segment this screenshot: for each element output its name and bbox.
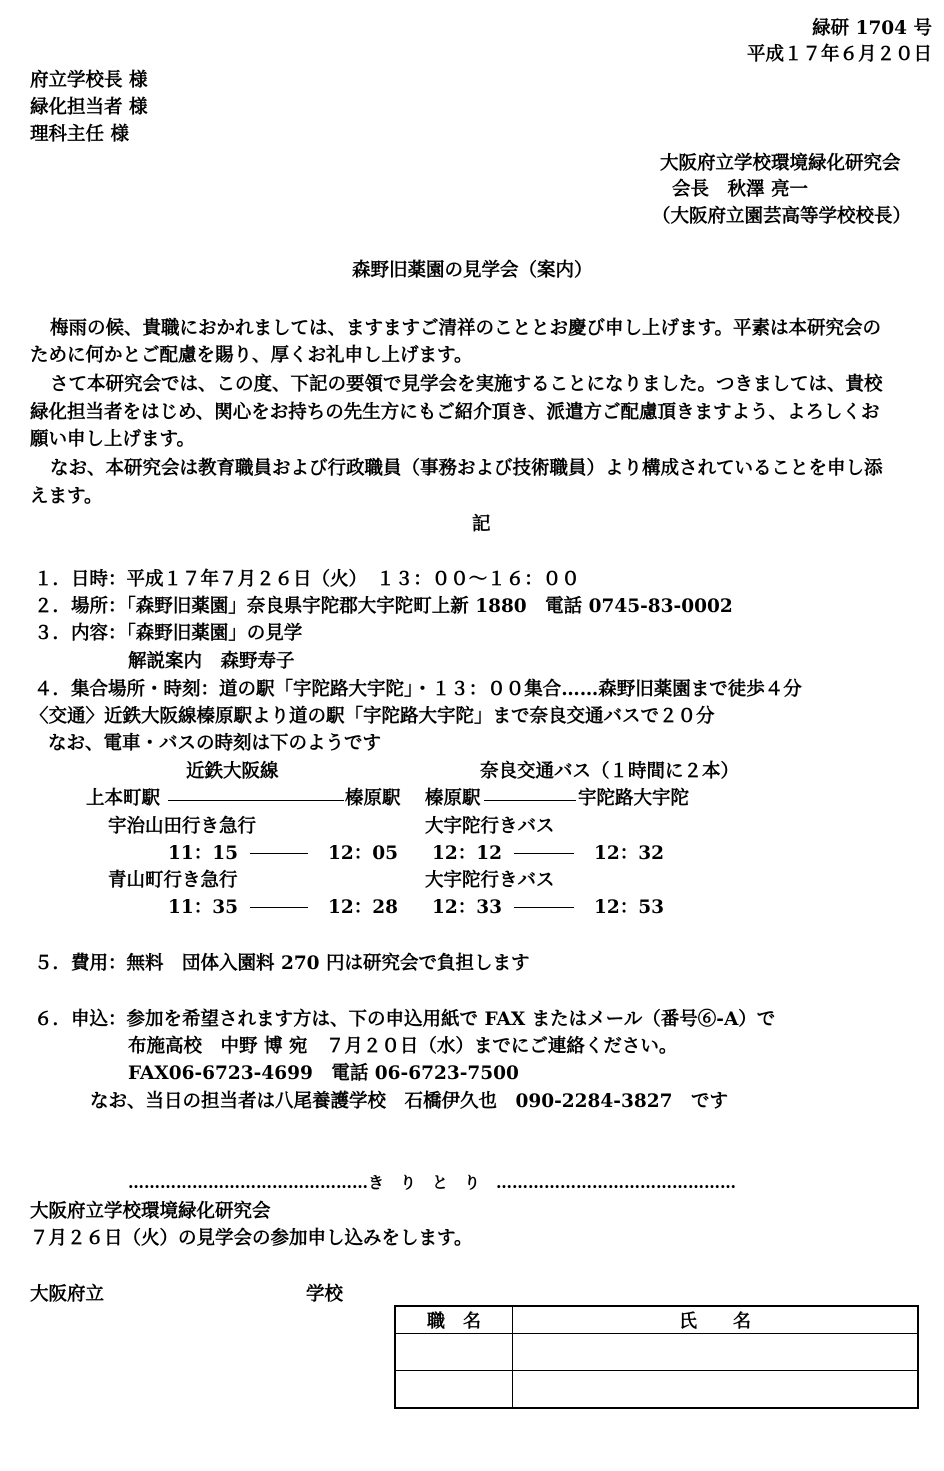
body-line-2: ために何かとご配慮を賜り、厚くお礼申し上げます。: [30, 345, 473, 366]
item-content: ３．内容：「森野旧薬園」の見学: [34, 623, 303, 644]
bus2-dash: [514, 907, 574, 908]
train1-dash: [250, 853, 308, 854]
train-to: 榛原駅: [345, 788, 401, 809]
bus1-arrival: 12：32: [594, 843, 664, 864]
column-name: 氏 名: [513, 1306, 919, 1334]
bus-to: 宇陀路大宇陀: [578, 788, 690, 809]
sender-chair: 会長 秋澤 亮一: [672, 179, 808, 200]
recipient-greening: 緑化担当者 様: [30, 97, 148, 118]
train2-arrival: 12：28: [328, 897, 398, 918]
item-fee: ５．費用：無料 団体入園料 270 円は研究会で負担します: [34, 953, 530, 974]
body-line-1: 梅雨の候、貴職におかれましては、ますますご清祥のこととお慶び申し上げます。平素は本研究会の: [50, 318, 882, 339]
body-line-5: 願い申し上げます。: [30, 429, 196, 450]
train2-dash: [250, 907, 308, 908]
traffic-note: 〈交通〉近鉄大阪線榛原駅より道の駅「宇陀路大宇陀」まで奈良交通バスで２０分: [30, 706, 715, 727]
body-line-6: なお、本研究会は教育職員および行政職員（事務および技術職員）より構成されていることを申し添: [50, 458, 883, 479]
recipient-principal: 府立学校長 様: [30, 70, 148, 91]
document-number: 緑研 1704 号: [812, 18, 932, 39]
position-cell[interactable]: [395, 1334, 513, 1371]
bus1-dash: [514, 853, 574, 854]
name-cell[interactable]: [513, 1371, 919, 1409]
body-line-7: えます。: [30, 486, 103, 507]
table-row: [395, 1371, 918, 1409]
bus1-departure: 12：12: [432, 843, 502, 864]
form-school-label: 学校: [306, 1284, 344, 1305]
item-meeting: ４．集合場所・時刻：道の駅「宇陀路大宇陀」・１３：００集合……森野旧薬園まで徒歩４分: [34, 679, 802, 700]
position-cell[interactable]: [395, 1371, 513, 1409]
body-line-3: さて本研究会では、この度、下記の要領で見学会を実施することになりました。つきましては、貴校: [50, 374, 883, 395]
document-date: 平成１７年６月２０日: [746, 44, 932, 65]
cut-line: ………………………………………き り と り ………………………………………: [128, 1173, 737, 1192]
form-prefecture-label: 大阪府立: [30, 1284, 105, 1305]
table-row: [395, 1334, 918, 1371]
bus2-arrival: 12：53: [594, 897, 664, 918]
bus-route-line: [484, 800, 576, 801]
bus2-departure: 12：33: [432, 897, 502, 918]
item-place: ２．場所：「森野旧薬園」奈良県宇陀郡大宇陀町上新 1880 電話 0745-83-0002: [34, 596, 733, 617]
apply-line-1: ６．申込：参加を希望されます方は、下の申込用紙で FAX またはメール（番号⑥-A）で: [34, 1009, 776, 1030]
bus-from: 榛原駅: [425, 788, 481, 809]
apply-line-2: 布施高校 中野 博 宛 ７月２０日（水）までにご連絡ください。: [128, 1036, 678, 1057]
train1-name: 宇治山田行き急行: [108, 816, 257, 837]
times-note: なお、電車・バスの時刻は下のようです: [48, 733, 382, 754]
train-header: 近鉄大阪線: [186, 761, 279, 782]
train2-departure: 11：35: [168, 897, 238, 918]
item-guide: 解説案内 森野寿子: [128, 651, 295, 672]
form-organization: 大阪府立学校環境緑化研究会: [30, 1201, 271, 1222]
column-position: 職 名: [395, 1306, 513, 1334]
train2-name: 青山町行き急行: [108, 870, 238, 891]
sender-affiliation: （大阪府立園芸高等学校校長）: [652, 206, 912, 227]
apply-line-4: なお、当日の担当者は八尾養護学校 石橋伊久也 090-2284-3827 です: [90, 1091, 728, 1112]
train1-arrival: 12：05: [328, 843, 398, 864]
bus1-name: 大宇陀行きバス: [425, 816, 555, 837]
train-from: 上本町駅: [86, 788, 161, 809]
apply-line-3: FAX06-6723-4699 電話 06-6723-7500: [128, 1063, 519, 1084]
application-table: [394, 1305, 919, 1409]
form-statement: ７月２６日（火）の見学会の参加申し込みをします。: [30, 1228, 473, 1249]
bus2-name: 大宇陀行きバス: [425, 870, 555, 891]
train1-departure: 11：15: [168, 843, 238, 864]
ki-heading: 記: [472, 514, 491, 535]
page-title: 森野旧薬園の見学会（案内）: [352, 260, 593, 281]
name-cell[interactable]: [513, 1334, 919, 1371]
sender-organization: 大阪府立学校環境緑化研究会: [660, 153, 901, 174]
body-line-4: 緑化担当者をはじめ、関心をお持ちの先生方にもご紹介頂き、派遣方ご配慮頂きますよう、よろしくお: [30, 402, 880, 423]
item-datetime: １．日時：平成１７年７月２６日（火） １３：００～１６：００: [34, 569, 580, 590]
train-route-line: [168, 800, 344, 801]
bus-header: 奈良交通バス（１時間に２本）: [480, 761, 740, 782]
recipient-science: 理科主任 様: [30, 124, 129, 145]
